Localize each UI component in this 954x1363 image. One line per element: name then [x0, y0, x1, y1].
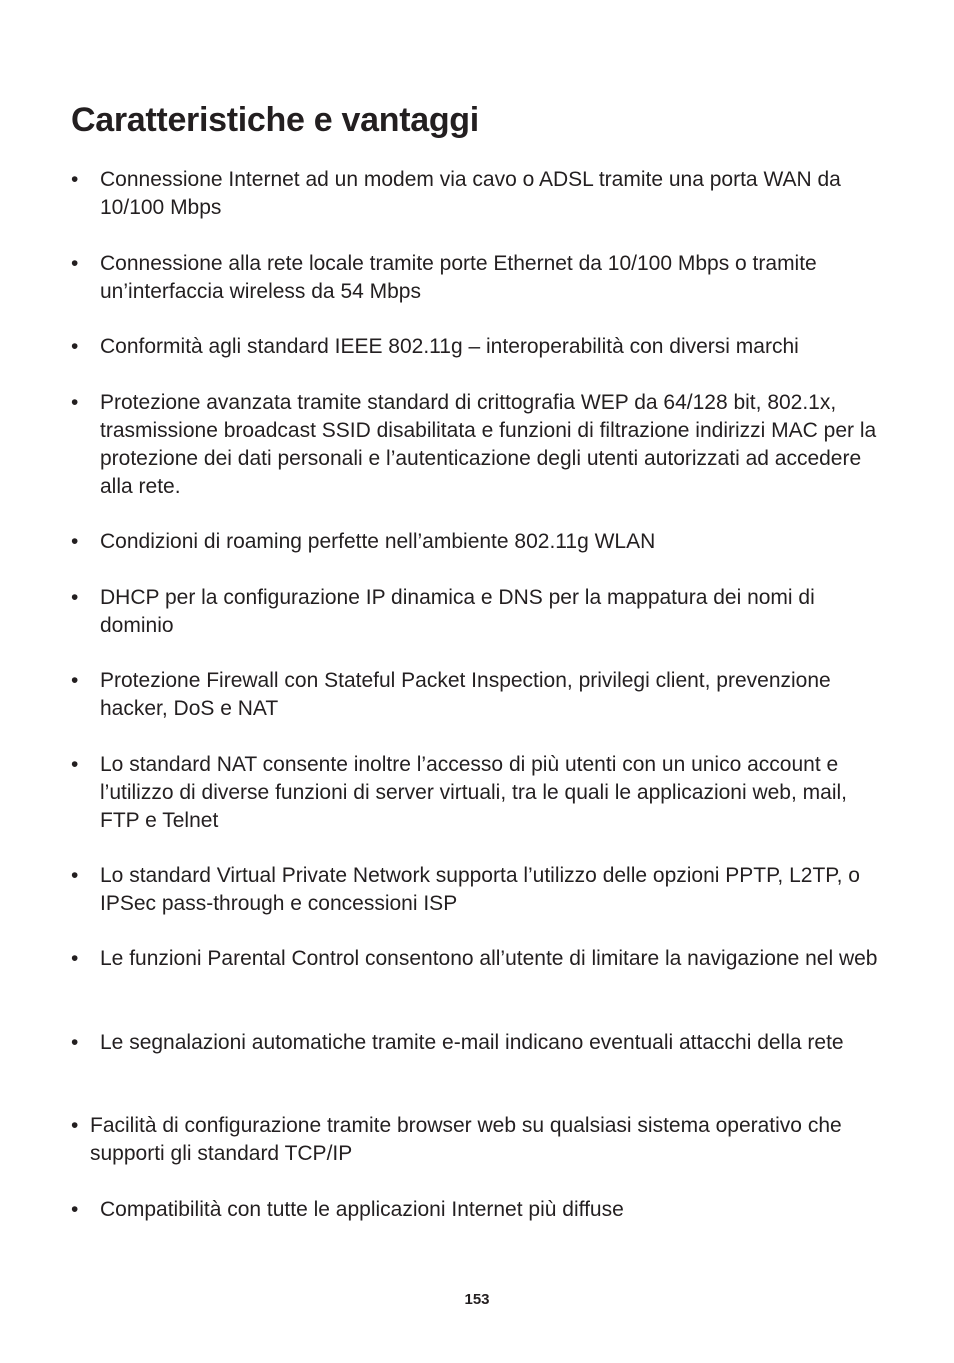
bullet-icon: •: [71, 669, 79, 692]
bullet-icon: •: [71, 1114, 79, 1137]
bullet-icon: •: [71, 391, 79, 414]
feature-text: Compatibilità con tutte le applicazioni Internet più diffuse: [100, 1198, 624, 1221]
feature-text: Connessione Internet ad un modem via cavo o ADSL tramite una porta WAN da 10/100 Mbps: [100, 168, 841, 219]
feature-text: DHCP per la configurazione IP dinamica e DNS per la mappatura dei nomi di dominio: [100, 586, 815, 637]
feature-text: Facilità di configurazione tramite browser web su qualsiasi sistema operativo che supporti gli standard TCP/IP: [90, 1114, 842, 1165]
bullet-icon: •: [71, 252, 79, 275]
bullet-icon: •: [71, 586, 79, 609]
bullet-icon: •: [71, 530, 79, 553]
feature-text: Le funzioni Parental Control consentono all’utente di limitare la navigazione nel web: [100, 947, 878, 970]
feature-text: Lo standard Virtual Private Network supporta l’utilizzo delle opzioni PPTP, L2TP, o IPSec pass-through e concessioni ISP: [100, 864, 860, 915]
bullet-icon: •: [71, 335, 79, 358]
feature-text: Conformità agli standard IEEE 802.11g – interoperabilità con diversi marchi: [100, 335, 799, 358]
bullet-icon: •: [71, 168, 79, 191]
feature-text: Le segnalazioni automatiche tramite e-mail indicano eventuali attacchi della rete: [100, 1031, 844, 1054]
feature-text: Connessione alla rete locale tramite porte Ethernet da 10/100 Mbps o tramite un’interfaccia wireless da 54 Mbps: [100, 252, 817, 303]
bullet-icon: •: [71, 864, 79, 887]
bullet-icon: •: [71, 947, 79, 970]
page-title: Caratteristiche e vantaggi: [71, 101, 479, 139]
feature-text: Protezione Firewall con Stateful Packet Inspection, privilegi client, prevenzione hacker, DoS e NAT: [100, 669, 831, 720]
feature-text: Lo standard NAT consente inoltre l’accesso di più utenti con un unico account e l’utilizzo di diverse funzioni di server virtuali, tra le quali le applicazioni web, mail, FTP e Telnet: [100, 753, 847, 832]
bullet-icon: •: [71, 753, 79, 776]
page-number: 153: [464, 1291, 490, 1308]
feature-text: Condizioni di roaming perfette nell’ambiente 802.11g WLAN: [100, 530, 656, 553]
bullet-icon: •: [71, 1198, 79, 1221]
feature-text: Protezione avanzata tramite standard di crittografia WEP da 64/128 bit, 802.1x, trasmissione broadcast SSID disabilitata e funzioni di filtrazione indirizzi MAC per la protezione dei dati personali e l’autenticazione degli utenti autorizzati ad accedere alla rete.: [100, 391, 877, 498]
bullet-icon: •: [71, 1031, 79, 1054]
